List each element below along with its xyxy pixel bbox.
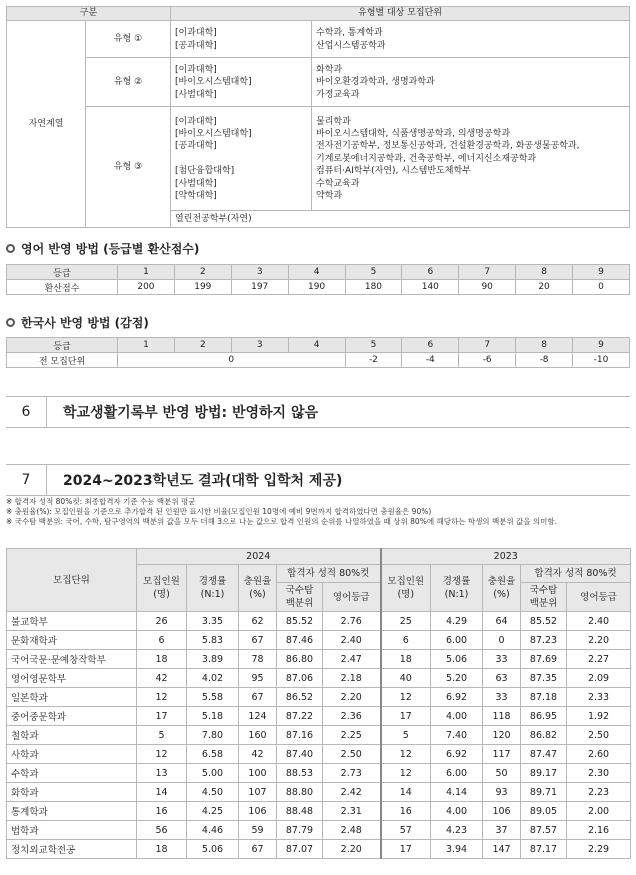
value-cell: 2.47 <box>323 650 381 669</box>
value-cell: 6.00 <box>431 764 483 783</box>
value-cell: 2.76 <box>323 612 381 631</box>
value-cell: 7.80 <box>187 726 239 745</box>
value-cell: 4.02 <box>187 669 239 688</box>
deduction-cell: -2 <box>345 353 402 368</box>
english-grade-header: 영어등급 <box>323 583 381 612</box>
value-cell: 4.29 <box>431 612 483 631</box>
score-cell: 90 <box>459 280 516 295</box>
unit-name-cell: 중어중문학과 <box>7 707 137 726</box>
english-section-title <box>6 240 199 257</box>
value-cell: 2.29 <box>567 840 631 859</box>
unit-name-cell: 수학과 <box>7 764 137 783</box>
history-grade-table <box>6 337 630 368</box>
value-cell: 0 <box>483 631 521 650</box>
value-cell: 5.18 <box>187 707 239 726</box>
table-row <box>7 669 631 688</box>
notes <box>6 497 557 527</box>
value-cell: 3.35 <box>187 612 239 631</box>
value-cell: 4.00 <box>431 802 483 821</box>
value-cell: 5.06 <box>187 840 239 859</box>
value-cell: 59 <box>239 821 277 840</box>
results-body <box>7 612 631 859</box>
value-cell: 2.16 <box>567 821 631 840</box>
value-cell: 17 <box>381 840 431 859</box>
value-cell: 2.20 <box>567 631 631 650</box>
college-item: [이과대학] <box>175 64 217 75</box>
value-cell: 87.07 <box>277 840 323 859</box>
value-cell: 2.09 <box>567 669 631 688</box>
grade-cell: 6 <box>402 265 459 280</box>
circle-bullet-icon <box>6 318 15 327</box>
value-cell: 7.40 <box>431 726 483 745</box>
college-item: [공과대학] <box>175 40 217 51</box>
value-cell: 56 <box>137 821 187 840</box>
value-cell: 2.50 <box>567 726 631 745</box>
section-title: 학교생활기록부 반영 방법: 반영하지 않음 <box>63 405 319 421</box>
note-line: ※ 충원율(%): 모집인원을 기준으로 추가합격 된 인원만 표시한 비율(모집인원 10명에 예비 9번까지 합격하였다면 충원율은 90%) <box>6 507 432 516</box>
major-item: 수학과, 통계학과 <box>316 28 383 39</box>
value-cell: 85.52 <box>521 612 567 631</box>
table-row <box>7 821 631 840</box>
value-cell: 6.92 <box>431 745 483 764</box>
value-cell: 87.69 <box>521 650 567 669</box>
value-cell: 117 <box>483 745 521 764</box>
college-list <box>171 58 312 107</box>
row-label: 환산점수 <box>7 280 118 295</box>
fill-rate-header: 충원율 (%) <box>239 565 277 612</box>
unit-name-cell: 법학과 <box>7 821 137 840</box>
grade-cell: 1 <box>118 338 175 353</box>
value-cell: 5.83 <box>187 631 239 650</box>
value-cell: 88.48 <box>277 802 323 821</box>
fill-rate-header: 충원율 (%) <box>483 565 521 612</box>
score-cell: 190 <box>288 280 345 295</box>
value-cell: 1.92 <box>567 707 631 726</box>
value-cell: 57 <box>381 821 431 840</box>
value-cell: 86.82 <box>521 726 567 745</box>
table-row <box>7 650 631 669</box>
value-cell: 86.95 <box>521 707 567 726</box>
unit-name-cell: 통계학과 <box>7 802 137 821</box>
college-spacer <box>175 153 307 165</box>
grade-cell: 5 <box>345 265 402 280</box>
value-cell: 18 <box>137 650 187 669</box>
unit-name-cell: 사학과 <box>7 745 137 764</box>
value-cell: 87.17 <box>521 840 567 859</box>
major-item: 화학과 <box>316 64 343 75</box>
row-label: 전 모집단위 <box>7 353 118 368</box>
unit-header: 모집단위 <box>7 549 137 612</box>
value-cell: 6.58 <box>187 745 239 764</box>
college-item: [사범대학] <box>175 178 217 189</box>
value-cell: 12 <box>137 745 187 764</box>
deduction-cell: -8 <box>516 353 573 368</box>
open-major-row: 열린전공학부(자연) <box>171 211 630 228</box>
competition-header: 경쟁률 (N:1) <box>187 565 239 612</box>
grade-cell: 5 <box>345 338 402 353</box>
value-cell: 95 <box>239 669 277 688</box>
value-cell: 87.16 <box>277 726 323 745</box>
value-cell: 25 <box>381 612 431 631</box>
results-table <box>6 548 631 859</box>
value-cell: 4.14 <box>431 783 483 802</box>
value-cell: 18 <box>137 840 187 859</box>
value-cell: 67 <box>239 688 277 707</box>
value-cell: 2.20 <box>323 840 381 859</box>
table-row <box>7 783 631 802</box>
value-cell: 6.92 <box>431 688 483 707</box>
value-cell: 118 <box>483 707 521 726</box>
value-cell: 4.23 <box>431 821 483 840</box>
value-cell: 12 <box>381 745 431 764</box>
score-cell: 200 <box>118 280 175 295</box>
value-cell: 106 <box>239 802 277 821</box>
value-cell: 2.25 <box>323 726 381 745</box>
college-item: [첨단융합대학] <box>175 166 235 177</box>
major-list <box>312 58 630 107</box>
value-cell: 2.23 <box>567 783 631 802</box>
value-cell: 86.80 <box>277 650 323 669</box>
value-cell: 14 <box>137 783 187 802</box>
value-cell: 88.53 <box>277 764 323 783</box>
value-cell: 67 <box>239 631 277 650</box>
value-cell: 160 <box>239 726 277 745</box>
value-cell: 89.05 <box>521 802 567 821</box>
value-cell: 2.50 <box>323 745 381 764</box>
score-cell: 0 <box>573 280 630 295</box>
value-cell: 3.89 <box>187 650 239 669</box>
table-row <box>7 707 631 726</box>
value-cell: 18 <box>381 650 431 669</box>
table-row <box>7 802 631 821</box>
major-item: 수학교육과 <box>316 178 360 189</box>
value-cell: 50 <box>483 764 521 783</box>
row-label: 등급 <box>7 265 118 280</box>
value-cell: 5.00 <box>187 764 239 783</box>
value-cell: 89.17 <box>521 764 567 783</box>
table-row <box>7 764 631 783</box>
value-cell: 87.23 <box>521 631 567 650</box>
value-cell: 12 <box>137 688 187 707</box>
section-7-header <box>6 464 630 496</box>
value-cell: 89.71 <box>521 783 567 802</box>
value-cell: 42 <box>137 669 187 688</box>
value-cell: 33 <box>483 650 521 669</box>
value-cell: 86.52 <box>277 688 323 707</box>
value-cell: 2.60 <box>567 745 631 764</box>
college-item: [약학대학] <box>175 190 217 201</box>
major-item: 약학과 <box>316 190 343 201</box>
unit-name-cell: 국어국문·문예창작학부 <box>7 650 137 669</box>
value-cell: 85.52 <box>277 612 323 631</box>
value-cell: 124 <box>239 707 277 726</box>
unit-name-cell: 화학과 <box>7 783 137 802</box>
section-number: 7 <box>6 465 47 495</box>
value-cell: 12 <box>381 764 431 783</box>
value-cell: 3.94 <box>431 840 483 859</box>
college-item: [이과대학] <box>175 116 217 127</box>
major-item: 바이오시스템대학, 식품생명공학과, 의생명공학과 <box>316 129 511 140</box>
cut-header: 합격자 성적 80%컷 <box>277 565 381 583</box>
value-cell: 2.31 <box>323 802 381 821</box>
value-cell: 40 <box>381 669 431 688</box>
value-cell: 42 <box>239 745 277 764</box>
grade-cell: 2 <box>174 338 231 353</box>
value-cell: 93 <box>483 783 521 802</box>
value-cell: 120 <box>483 726 521 745</box>
value-cell: 67 <box>239 840 277 859</box>
history-section-title <box>6 314 149 331</box>
value-cell: 2.40 <box>567 612 631 631</box>
value-cell: 2.30 <box>567 764 631 783</box>
value-cell: 88.80 <box>277 783 323 802</box>
value-cell: 17 <box>137 707 187 726</box>
score-cell: 20 <box>516 280 573 295</box>
grade-cell: 7 <box>459 265 516 280</box>
value-cell: 87.35 <box>521 669 567 688</box>
value-cell: 2.27 <box>567 650 631 669</box>
college-list <box>171 107 312 211</box>
value-cell: 16 <box>137 802 187 821</box>
deduction-cell: -10 <box>573 353 630 368</box>
percentile-header: 국수탐 백분위 <box>277 583 323 612</box>
table-row <box>7 745 631 764</box>
score-cell: 140 <box>402 280 459 295</box>
table-row <box>7 840 631 859</box>
grade-cell: 2 <box>174 265 231 280</box>
value-cell: 147 <box>483 840 521 859</box>
deduction-cell: 0 <box>118 353 346 368</box>
value-cell: 12 <box>381 688 431 707</box>
value-cell: 87.46 <box>277 631 323 650</box>
english-title-text: 영어 반영 방법 (등급별 환산점수) <box>21 242 200 256</box>
unit-name-cell: 정치외교학전공 <box>7 840 137 859</box>
type-label: 유형 ① <box>86 21 171 58</box>
recruit-header: 모집인원 (명) <box>137 565 187 612</box>
major-item: 컴퓨터·AI학부(자연), 시스템반도체학부 <box>316 166 471 177</box>
major-list <box>312 21 630 58</box>
table-row <box>7 726 631 745</box>
value-cell: 6.00 <box>431 631 483 650</box>
grade-cell: 8 <box>516 265 573 280</box>
college-item: [공과대학] <box>175 141 217 152</box>
grade-cell: 4 <box>288 265 345 280</box>
category-cell: 자연계열 <box>7 21 86 228</box>
type-label: 유형 ② <box>86 58 171 107</box>
unit-name-cell: 철학과 <box>7 726 137 745</box>
major-item: 기계로봇에너지공학과, 건축공학부, 에너지신소재공학과 <box>316 153 537 164</box>
year-header: 2024 <box>137 549 381 565</box>
score-cell: 197 <box>231 280 288 295</box>
table-row <box>7 631 631 650</box>
cut-header: 합격자 성적 80%컷 <box>521 565 631 583</box>
type-target-table <box>6 6 630 228</box>
grade-cell: 8 <box>516 338 573 353</box>
score-cell: 199 <box>174 280 231 295</box>
value-cell: 5.58 <box>187 688 239 707</box>
value-cell: 100 <box>239 764 277 783</box>
percentile-header: 국수탐 백분위 <box>521 583 567 612</box>
value-cell: 13 <box>137 764 187 783</box>
grade-cell: 9 <box>573 338 630 353</box>
value-cell: 4.46 <box>187 821 239 840</box>
value-cell: 63 <box>483 669 521 688</box>
grade-cell: 7 <box>459 338 516 353</box>
competition-header: 경쟁률 (N:1) <box>431 565 483 612</box>
value-cell: 37 <box>483 821 521 840</box>
value-cell: 87.22 <box>277 707 323 726</box>
unit-name-cell: 일본학과 <box>7 688 137 707</box>
value-cell: 14 <box>381 783 431 802</box>
value-cell: 78 <box>239 650 277 669</box>
value-cell: 62 <box>239 612 277 631</box>
section-6-header <box>6 396 630 428</box>
note-line: ※ 국수탐 백분위: 국어, 수학, 탐구영역의 백분위 값을 모두 더해 3으로 나눈 값으로 합격 인원의 순위를 나열하였을 때 상위 80%에 해당하는 학생의 백분위 값을 의미함. <box>6 517 558 526</box>
college-item: [사범대학] <box>175 89 217 100</box>
major-item: 가정교육과 <box>316 89 360 100</box>
value-cell: 87.47 <box>521 745 567 764</box>
deduction-cell: -4 <box>402 353 459 368</box>
year-header: 2023 <box>381 549 631 565</box>
value-cell: 6 <box>137 631 187 650</box>
value-cell: 16 <box>381 802 431 821</box>
value-cell: 87.40 <box>277 745 323 764</box>
value-cell: 2.00 <box>567 802 631 821</box>
value-cell: 5.06 <box>431 650 483 669</box>
value-cell: 2.42 <box>323 783 381 802</box>
college-list <box>171 21 312 58</box>
value-cell: 4.25 <box>187 802 239 821</box>
value-cell: 87.57 <box>521 821 567 840</box>
value-cell: 87.18 <box>521 688 567 707</box>
major-item: 전자전기공학부, 정보통신공학과, 건설환경공학과, 화공생물공학과, <box>316 141 580 152</box>
value-cell: 2.18 <box>323 669 381 688</box>
value-cell: 107 <box>239 783 277 802</box>
table-row <box>7 612 631 631</box>
value-cell: 87.79 <box>277 821 323 840</box>
value-cell: 4.50 <box>187 783 239 802</box>
value-cell: 87.06 <box>277 669 323 688</box>
college-item: [이과대학] <box>175 28 217 39</box>
type-label: 유형 ③ <box>86 107 171 228</box>
grade-cell: 6 <box>402 338 459 353</box>
major-item: 산업시스템공학과 <box>316 40 386 51</box>
value-cell: 5 <box>381 726 431 745</box>
value-cell: 2.73 <box>323 764 381 783</box>
value-cell: 2.48 <box>323 821 381 840</box>
unit-name-cell: 문화재학과 <box>7 631 137 650</box>
section-number: 6 <box>6 397 47 427</box>
recruit-header: 모집인원 (명) <box>381 565 431 612</box>
grade-cell: 9 <box>573 265 630 280</box>
college-item: [바이오시스템대학] <box>175 129 252 140</box>
table-row <box>7 688 631 707</box>
major-item: 바이오환경과학과, 생명과학과 <box>316 77 435 88</box>
major-item: 물리학과 <box>316 116 351 127</box>
value-cell: 2.36 <box>323 707 381 726</box>
unit-name-cell: 불교학부 <box>7 612 137 631</box>
english-grade-table <box>6 264 630 295</box>
value-cell: 5.20 <box>431 669 483 688</box>
value-cell: 64 <box>483 612 521 631</box>
note-line: ※ 합격자 성적 80%컷: 최종합격자 기준 수능 백분위 평균 <box>6 497 196 506</box>
major-list <box>312 107 630 211</box>
grade-cell: 3 <box>231 338 288 353</box>
header-target-units: 유형별 대상 모집단위 <box>171 7 630 21</box>
deduction-cell: -6 <box>459 353 516 368</box>
value-cell: 6 <box>381 631 431 650</box>
grade-cell: 1 <box>118 265 175 280</box>
circle-bullet-icon <box>6 244 15 253</box>
english-grade-header: 영어등급 <box>567 583 631 612</box>
value-cell: 17 <box>381 707 431 726</box>
college-item: [바이오시스템대학] <box>175 77 252 88</box>
score-cell: 180 <box>345 280 402 295</box>
value-cell: 106 <box>483 802 521 821</box>
grade-cell: 4 <box>288 338 345 353</box>
value-cell: 26 <box>137 612 187 631</box>
unit-name-cell: 영어영문학부 <box>7 669 137 688</box>
value-cell: 33 <box>483 688 521 707</box>
value-cell: 5 <box>137 726 187 745</box>
value-cell: 2.33 <box>567 688 631 707</box>
section-title: 2024~2023학년도 결과(대학 입학처 제공) <box>63 473 343 489</box>
value-cell: 4.00 <box>431 707 483 726</box>
value-cell: 2.40 <box>323 631 381 650</box>
value-cell: 2.20 <box>323 688 381 707</box>
row-label: 등급 <box>7 338 118 353</box>
header-division: 구분 <box>7 7 171 21</box>
grade-cell: 3 <box>231 265 288 280</box>
history-title-text: 한국사 반영 방법 (감점) <box>21 316 149 330</box>
